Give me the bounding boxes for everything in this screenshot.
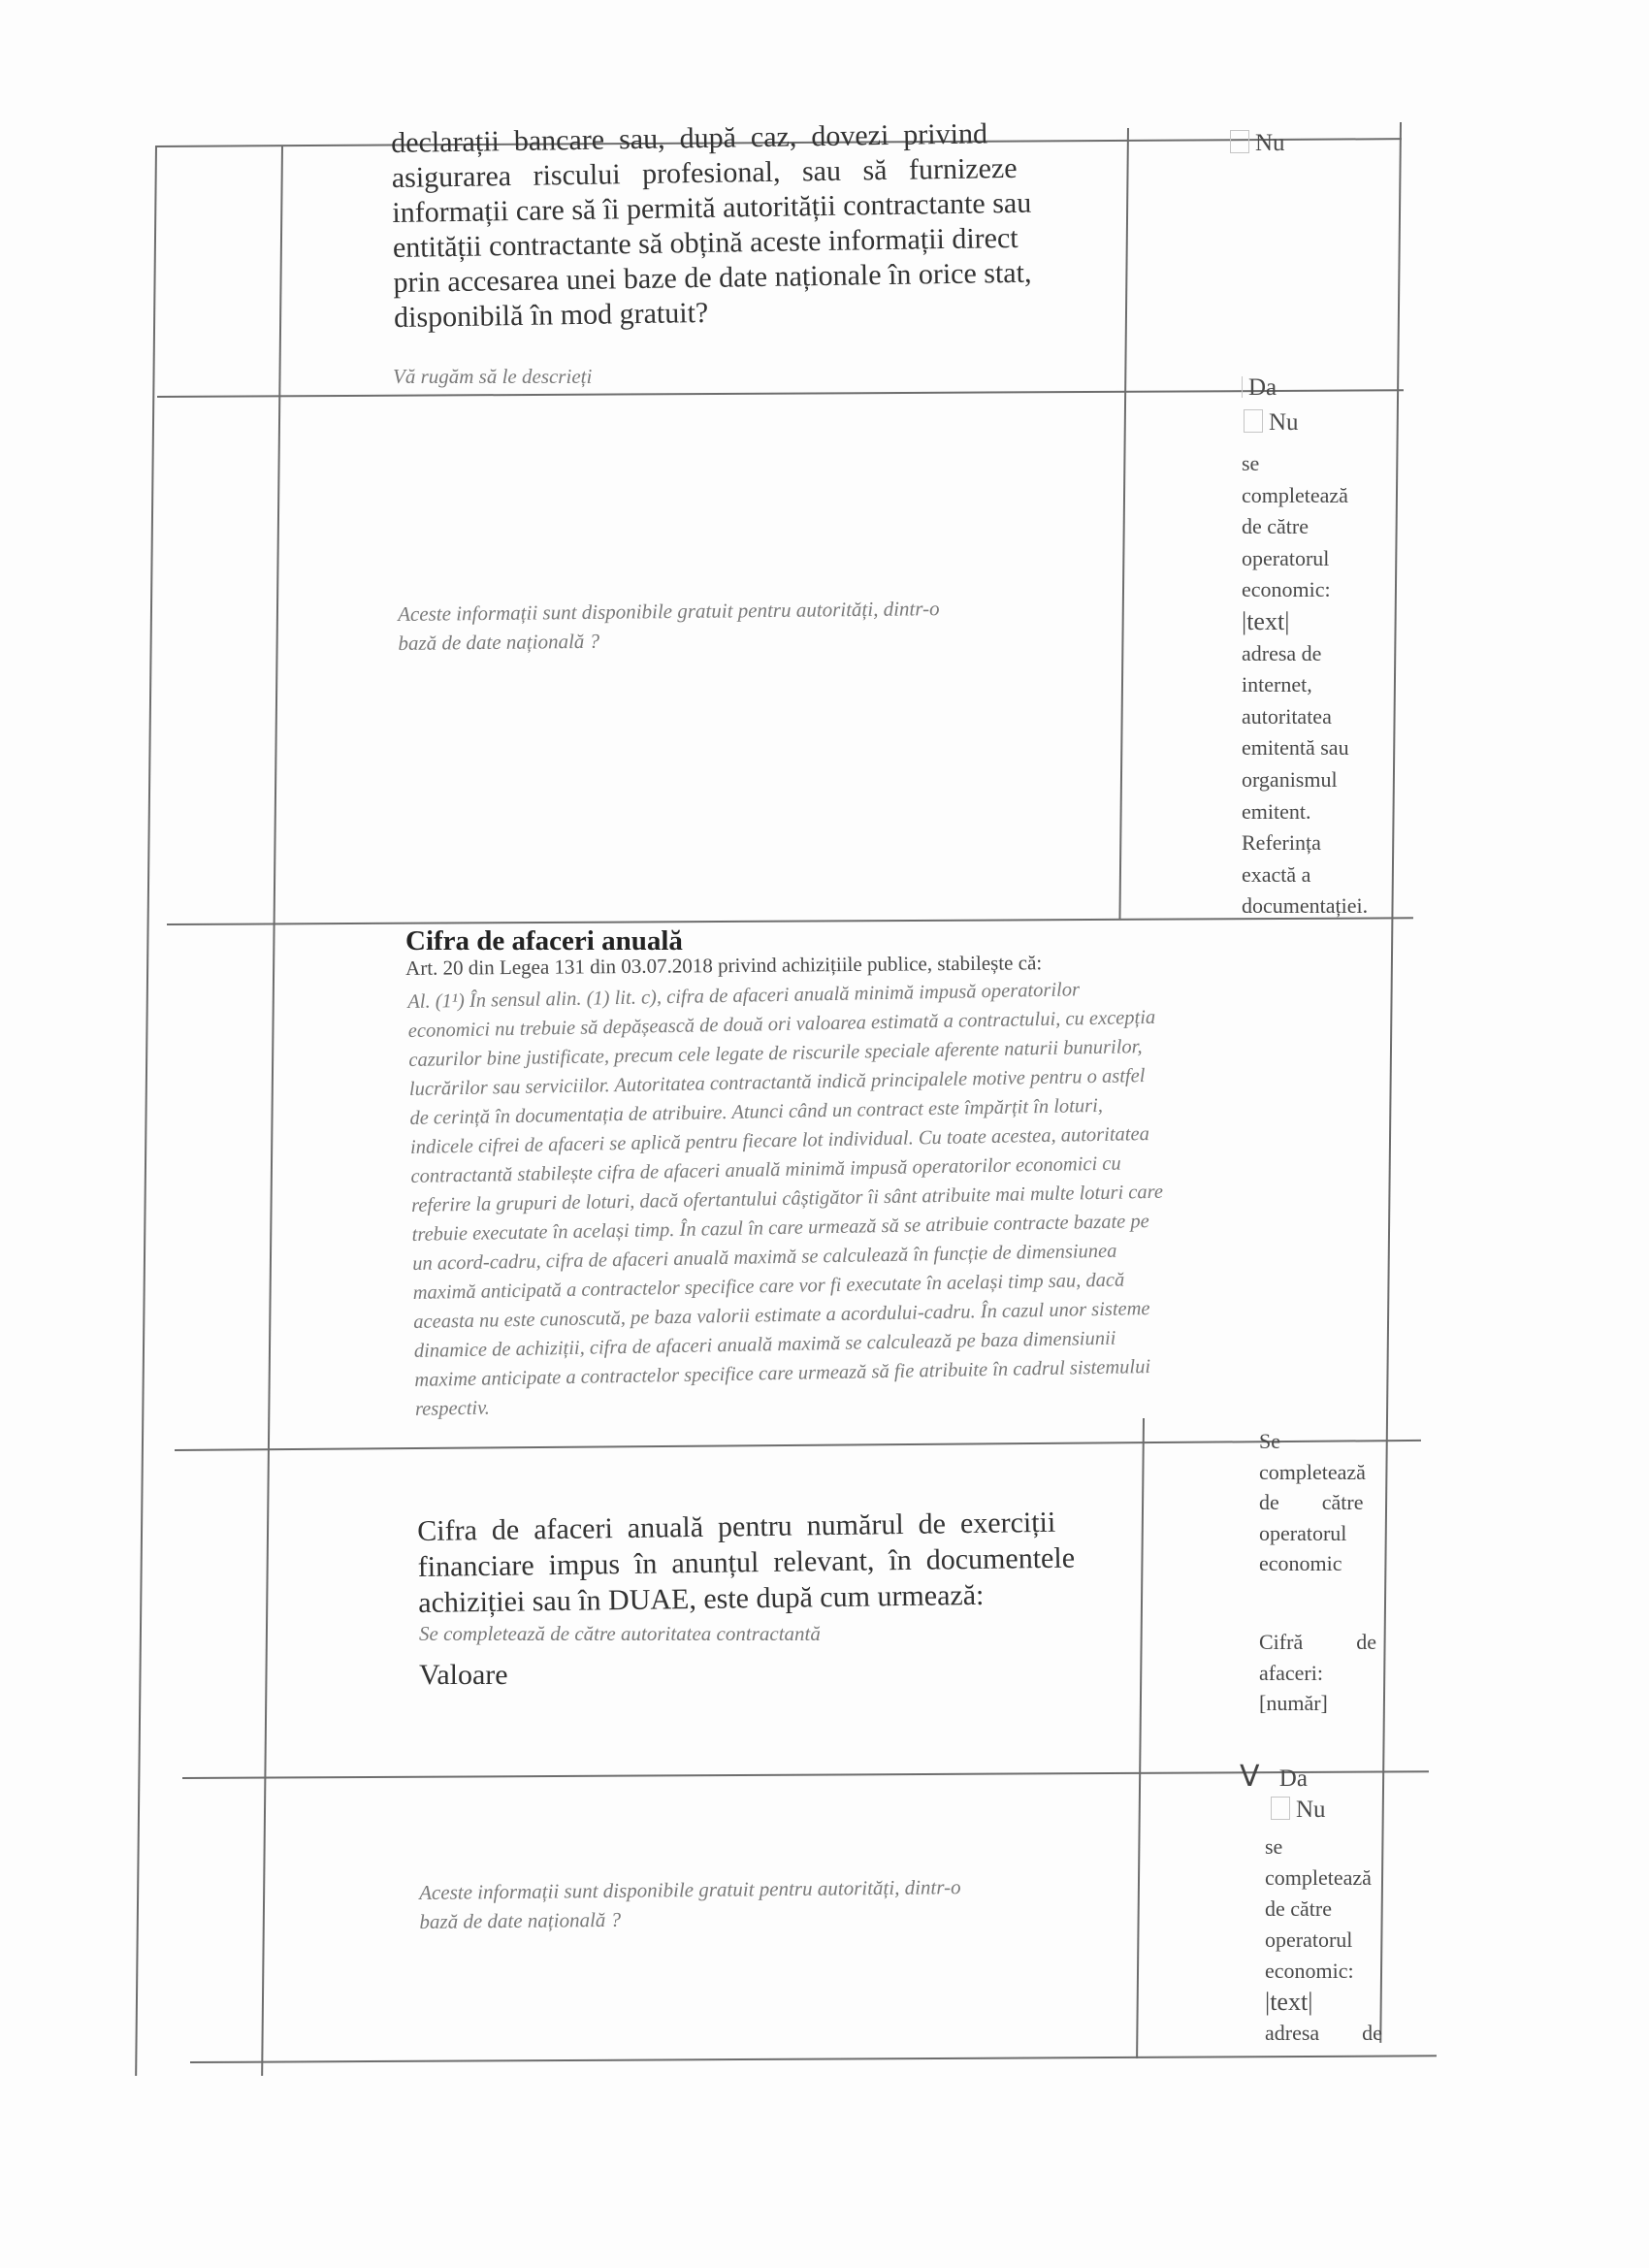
section-5-answer — [1265, 1831, 1382, 2049]
text-line: adresa de — [1242, 640, 1322, 665]
text-line: economic — [1259, 1551, 1342, 1575]
option-label: Nu — [1269, 409, 1299, 436]
section-2-option-nu[interactable] — [1244, 409, 1299, 437]
section-1-instruction: Vă rugăm să le descrieți — [393, 365, 593, 388]
text-line: adresa de — [1265, 2021, 1382, 2045]
text-line: referire la grupuri de loturi, dacă ofertantului câștigător îi sânt atribuite mai multe loturi care — [410, 1181, 1164, 1216]
text-line: Al. (1¹) În sensul alin. (1) lit. c), cifra de afaceri anuală minimă impusă operatorilor — [407, 979, 1081, 1013]
text-line: afaceri: — [1259, 1660, 1323, 1685]
column-separator-2-upper — [1118, 128, 1129, 919]
option-label: Da — [1248, 374, 1277, 401]
text-line: cazurilor bine justificate, precum cele legate de riscurile speciale aferente naturii bunurilor, — [408, 1036, 1143, 1071]
text-line: operatorul — [1259, 1520, 1347, 1545]
text-line: de către — [1242, 514, 1309, 539]
text-line: bază de date națională ? — [398, 629, 600, 655]
text-line: respectiv. — [414, 1397, 491, 1420]
spacer-line — [1259, 1579, 1376, 1610]
text-line: Cifră de — [1259, 1630, 1376, 1654]
text-line: economic: — [1265, 1959, 1354, 1983]
section-5-option-nu[interactable] — [1271, 1797, 1326, 1824]
column-separator-1 — [261, 146, 283, 2076]
section-4-instruction: Se completează de către autoritatea contractantă — [419, 1622, 821, 1645]
text-field[interactable]: |text| — [1265, 1988, 1313, 2016]
text-line: un acord-cadru, cifra de afaceri anuală maximă se calculează în funcție de dimensiunea — [412, 1240, 1117, 1275]
text-line: operatorul — [1265, 1928, 1353, 1952]
text-line: Se — [1259, 1429, 1280, 1453]
text-line: trebuie executate în același timp. În cazul în care urmează să se atribuie contracte bazate pe — [411, 1211, 1149, 1246]
text-line: internet, — [1242, 672, 1312, 697]
table-left-border — [135, 146, 157, 2076]
checkbox-nu[interactable] — [1244, 409, 1263, 433]
text-line: entității contractante să obțină aceste informații direct — [392, 221, 1018, 264]
text-line: Aceste informații sunt disponibile gratuit pentru autorități, dintr-o — [398, 597, 940, 626]
text-line: dinamice de achiziții, cifra de afaceri anuală maximă se calculează pe baza dimensiunii — [413, 1327, 1116, 1362]
text-line: se — [1265, 1834, 1283, 1859]
text-line: maximă anticipată a contractelor specifice care vor fi executate în același timp sau, dacă — [412, 1269, 1125, 1304]
section-5-option-da[interactable] — [1240, 1760, 1308, 1794]
text-line: de către — [1259, 1490, 1364, 1514]
text-line: informații care să îi permită autorității contractante sau — [392, 186, 1032, 229]
text-line: aceasta nu este cunoscută, pe baza valorii estimate a acordului-cadru. În cazul unor sisteme — [413, 1298, 1150, 1333]
text-line: emitent. — [1242, 798, 1311, 824]
section-4-value-label: Valoare — [419, 1659, 508, 1691]
section-2-question — [398, 594, 940, 658]
text-line: exactă a — [1242, 861, 1311, 887]
row-separator-1 — [157, 389, 1404, 398]
section-3-title: Cifra de afaceri anuală — [405, 925, 683, 956]
section-1-option-nu[interactable] — [1230, 130, 1285, 157]
number-field[interactable]: [număr] — [1259, 1691, 1328, 1715]
text-line: lucrărilor sau serviciilor. Autoritatea contractantă indică principalele motive pentru o astfel — [408, 1065, 1146, 1100]
section-3-body — [407, 974, 1167, 1424]
text-line: bază de date națională ? — [419, 1907, 622, 1933]
text-line: asigurarea riscului profesional, sau să furnizeze — [391, 151, 1018, 194]
text-line: indicele cifrei de afaceri se aplică pentru fiecare lot individual. Cu toate acestea, autoritatea — [409, 1123, 1150, 1158]
text-line: completează — [1242, 482, 1348, 507]
text-field[interactable]: |text| — [1242, 606, 1290, 635]
text-line: maxime anticipate a contractelor specifice care urmează să fie atribuite în cadrul sistemului — [414, 1356, 1151, 1391]
text-line: Cifra de afaceri anuală pentru numărul de exerciții — [417, 1506, 1056, 1547]
option-label: Nu — [1296, 1797, 1326, 1823]
text-line: economici nu trebuie să depășească de două ori valoarea estimată a contractului, cu excepția — [407, 1006, 1156, 1042]
text-line: documentației. — [1242, 893, 1369, 919]
text-line: declarații bancare sau, după caz, dovezi privind — [391, 117, 988, 159]
section-2-answer — [1242, 448, 1368, 923]
text-line: completează — [1265, 1865, 1372, 1890]
text-line: prin accesarea unei baze de date naționale în orice stat, — [393, 256, 1032, 299]
text-line: completează — [1259, 1459, 1366, 1484]
text-line: financiare impus în anunțul relevant, în documentele — [417, 1541, 1076, 1583]
section-3-intro: Art. 20 din Legea 131 din 03.07.2018 privind achizițiile publice, stabilește că: — [405, 951, 1043, 980]
section-5-question — [419, 1872, 961, 1936]
section-4-answer — [1259, 1426, 1376, 1719]
text-line: emitentă sau — [1242, 735, 1349, 761]
text-line: Referința — [1242, 830, 1321, 856]
column-separator-2-lower — [1136, 1418, 1145, 2058]
row-separator-3 — [175, 1440, 1421, 1451]
text-line: de cerință în documentația de atribuire. Atunci când un contract este împărțit în loturi, — [409, 1094, 1104, 1129]
text-line: economic: — [1242, 577, 1331, 602]
option-label: Nu — [1255, 130, 1285, 156]
table-right-border — [1379, 122, 1402, 2043]
checkbox-nu[interactable] — [1271, 1797, 1290, 1820]
check-mark-icon[interactable]: V — [1240, 1760, 1260, 1794]
text-line: contractantă stabilește cifra de afaceri anuală minimă impusă operatorilor economici cu — [410, 1152, 1121, 1187]
text-line: autoritatea — [1242, 703, 1332, 729]
section-2-option-da[interactable] — [1234, 374, 1277, 402]
row-separator-2 — [167, 917, 1413, 925]
table-bottom-border — [190, 2055, 1437, 2063]
text-line: operatorul — [1242, 545, 1330, 570]
option-label: Da — [1278, 1766, 1308, 1792]
text-line: achiziției sau în DUAE, este după cum urmează: — [418, 1578, 985, 1619]
text-line: de către — [1265, 1896, 1332, 1921]
text-line: disponibilă în mod gratuit? — [393, 296, 709, 334]
text-line: se — [1242, 451, 1260, 475]
section-4-question — [417, 1505, 1076, 1621]
section-1-question — [391, 116, 1033, 336]
text-line: Aceste informații sunt disponibile gratuit pentru autorități, dintr-o — [419, 1875, 961, 1904]
checkbox-nu[interactable] — [1230, 130, 1249, 153]
text-line: organismul — [1242, 766, 1338, 792]
checkbox-da[interactable] — [1234, 376, 1243, 398]
